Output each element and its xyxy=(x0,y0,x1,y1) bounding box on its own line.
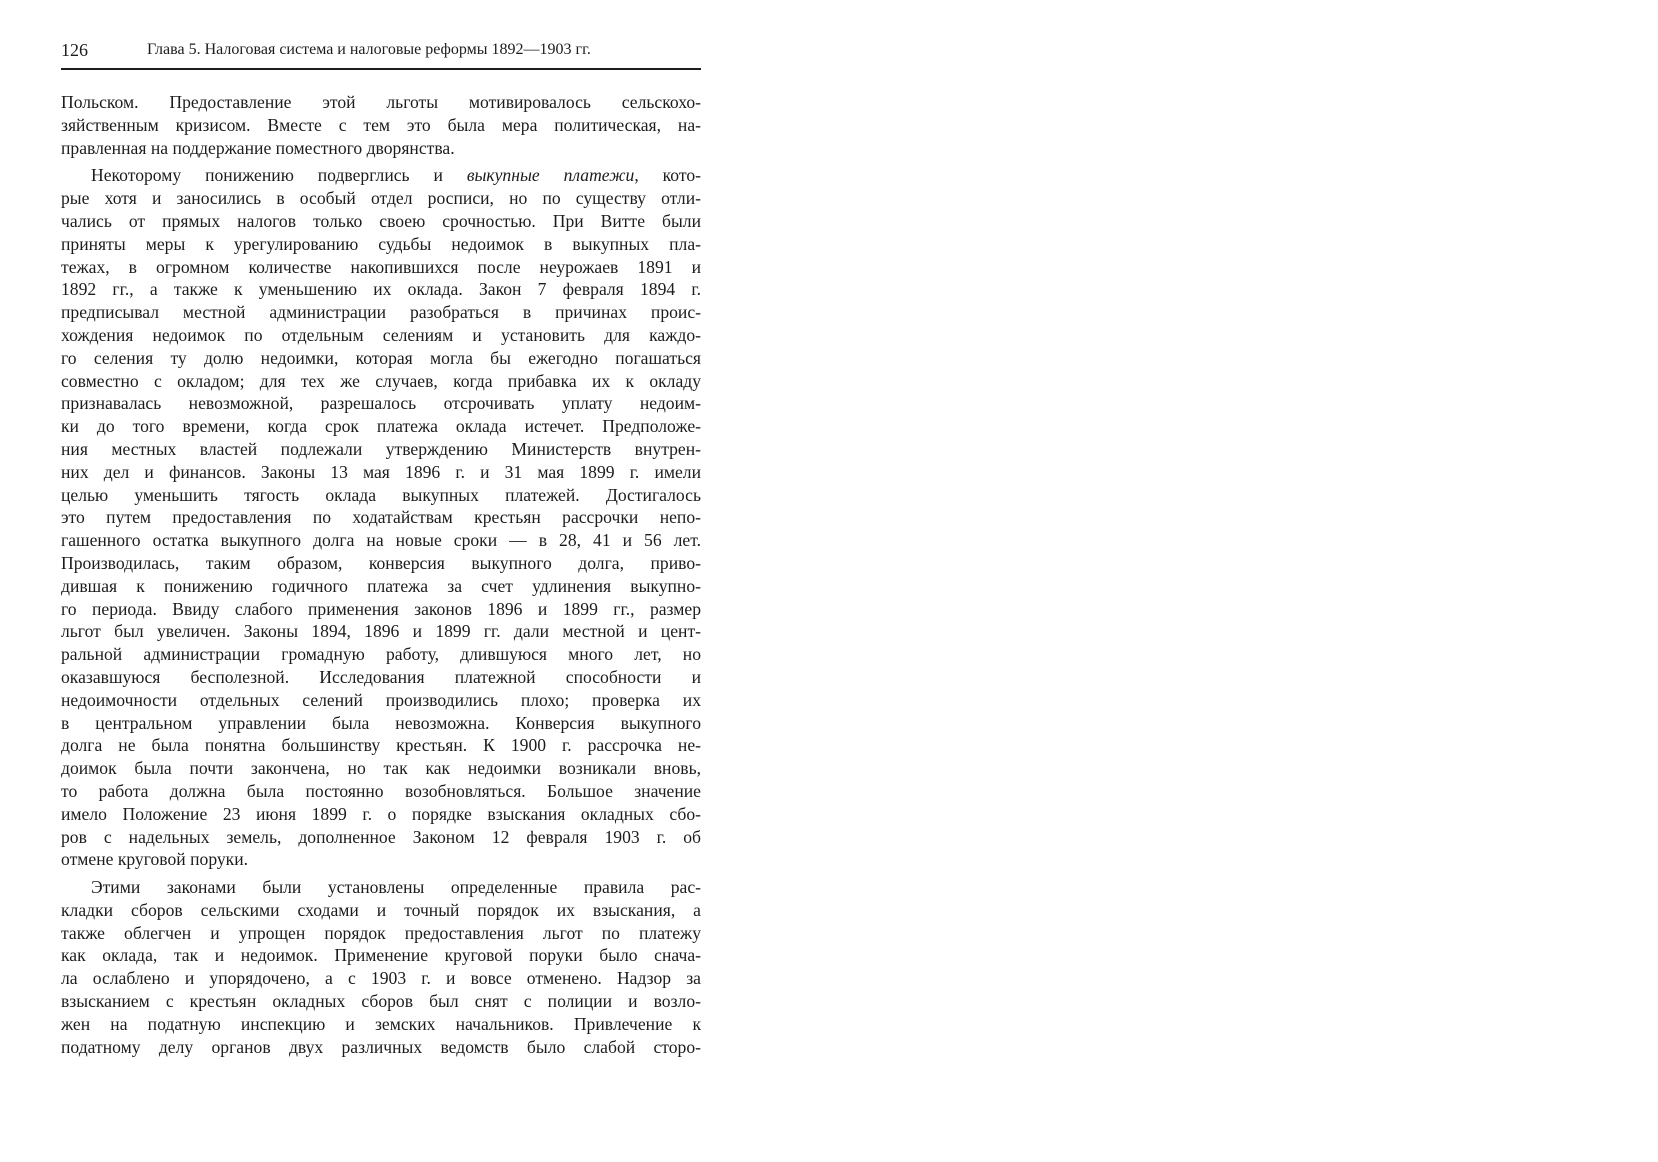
text-line: них дел и финансов. Законы 13 мая 1896 г. и 31 мая 1899 г. имели xyxy=(61,461,701,482)
text-line: также облегчен и упрощен порядок предоставления льгот по платежу xyxy=(61,922,701,943)
text-line: 1892 гг., а также к уменьшению их оклада. Закон 7 февраля 1894 г. xyxy=(61,279,701,300)
text-line: ла ослаблено и упорядочено, а с 1903 г. и вовсе отменено. Надзор за xyxy=(61,968,701,989)
text-line: ров с надельных земель, дополненное Законом 12 февраля 1903 г. об xyxy=(61,826,701,847)
text-line: Производилась, таким образом, конверсия выкупного долга, приво- xyxy=(61,552,701,573)
text-line: оказавшуюся бесполезной. Исследования платежной способности и xyxy=(61,666,701,687)
text-line: го селения ту долю недоимки, которая могла бы ежегодно погашаться xyxy=(61,347,701,368)
text-line: Этими законами были установлены определенные правила рас- xyxy=(91,877,701,898)
text-line: ки до того времени, когда срок платежа оклада истечет. Предположе- xyxy=(61,416,701,437)
text-line: то работа должна была постоянно возобновляться. Большое значение xyxy=(61,780,701,801)
text-line: доимок была почти закончена, но так как недоимки возникали вновь, xyxy=(61,758,701,779)
text-line: приняты меры к урегулированию судьбы недоимок в выкупных пла- xyxy=(61,233,701,254)
text-line: совместно с окладом; для тех же случаев, когда прибавка их к окладу xyxy=(61,370,701,391)
text-line: целью уменьшить тягость оклада выкупных платежей. Достигалось xyxy=(61,484,701,505)
text-line: взысканием с крестьян окладных сборов был снят с полиции и возло- xyxy=(61,991,701,1012)
page-number: 126 xyxy=(61,40,88,60)
text-line: предписывал местной администрации разобраться в причинах проис- xyxy=(61,302,701,323)
text-line: чались от прямых налогов только своею срочностью. При Витте были xyxy=(61,210,701,231)
text-line: ральной администрации громадную работу, длившуюся много лет, но xyxy=(61,644,701,665)
text-run: Некоторому понижению подверглись и xyxy=(91,165,467,186)
text-line xyxy=(61,164,701,187)
text-line: Польском. Предоставление этой льготы мотивировалось сельскохо- xyxy=(61,92,701,112)
text-line: гашенного остатка выкупного долга на новые сроки — в 28, 41 и 56 лет. xyxy=(61,530,701,551)
text-line: отмене круговой поруки. xyxy=(61,849,249,870)
running-header xyxy=(61,38,701,70)
text-line: недоимочности отдельных селений производились плохо; проверка их xyxy=(61,689,701,710)
text-line: признавалась невозможной, разрешалось отсрочивать уплату недоим- xyxy=(61,393,701,414)
body-text xyxy=(61,91,701,1058)
text-line: зяйственным кризисом. Вместе с тем это была мера политическая, на- xyxy=(61,114,701,135)
text-line: льгот был увеличен. Законы 1894, 1896 и 1899 гг. дали местной и цент- xyxy=(61,621,701,642)
text-line: правленная на поддержание поместного дворянства. xyxy=(61,137,455,158)
text-run: , кото- xyxy=(634,165,701,186)
italic-term: выкупные платежи xyxy=(466,165,635,186)
text-line: рые хотя и заносились в особый отдел росписи, но по существу отли- xyxy=(61,188,701,209)
text-line: податному делу органов двух различных ведомств было слабой сторо- xyxy=(61,1036,701,1057)
text-line: тежах, в огромном количестве накопившихся после неурожаев 1891 и xyxy=(61,256,701,277)
text-line: это путем предоставления по ходатайствам крестьян рассрочки непо- xyxy=(61,507,701,528)
text-line: го периода. Ввиду слабого применения законов 1896 и 1899 гг., размер xyxy=(61,598,701,619)
text-line: имело Положение 23 июня 1899 г. о порядке взыскания окладных сбо- xyxy=(61,803,701,824)
text-line: в центральном управлении была невозможна. Конверсия выкупного xyxy=(61,712,701,733)
chapter-title: Глава 5. Налоговая система и налоговые реформы 1892—1903 гг. xyxy=(147,41,591,58)
paragraph xyxy=(61,91,701,159)
text-line: кладки сборов сельскими сходами и точный порядок их взыскания, а xyxy=(61,899,701,920)
text-line: жен на податную инспекцию и земских начальников. Привлечение к xyxy=(61,1013,701,1034)
text-line: как оклада, так и недоимок. Применение круговой поруки было снача- xyxy=(61,945,701,966)
paragraph xyxy=(61,876,701,1058)
text-line: долга не была понятна большинству крестьян. К 1900 г. рассрочка не- xyxy=(61,735,701,756)
paragraph xyxy=(61,164,701,871)
text-line: дившая к понижению годичного платежа за счет удлинения выкупно- xyxy=(61,575,701,596)
text-line: ния местных властей подлежали утверждению Министерств внутрен- xyxy=(61,438,701,459)
text-line: хождения недоимок по отдельным селениям и установить для каждо- xyxy=(61,324,701,345)
